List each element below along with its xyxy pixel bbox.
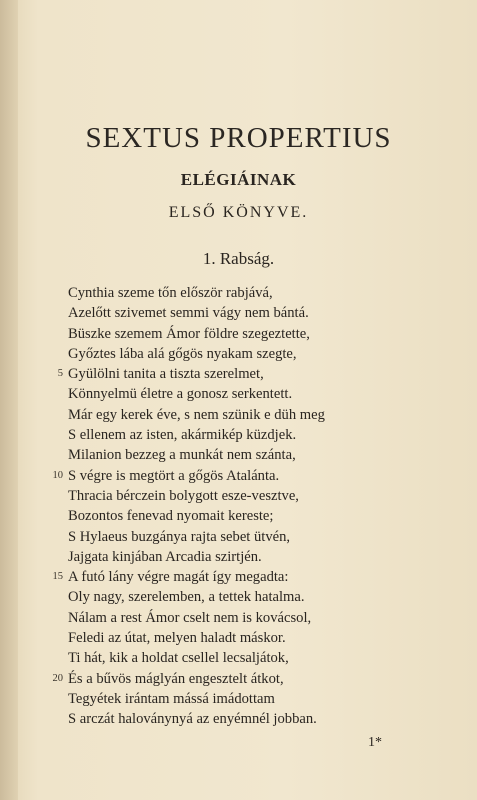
line-text: S Hylaeus buzgánya rajta sebet ütvén,	[68, 528, 291, 545]
poem-line	[68, 324, 388, 344]
line-text: Bozontos fenevad nyomait kereste;	[68, 508, 274, 525]
book-heading: ELSŐ KÖNYVE.	[168, 204, 309, 221]
line-text: S végre is megtört a gőgös Atalánta.	[68, 467, 280, 484]
line-text: A futó lány végre magát így megadta:	[68, 569, 289, 586]
line-number: 20	[52, 672, 63, 684]
poem-line	[68, 628, 388, 648]
line-number: 15	[52, 571, 63, 583]
poem-line	[68, 425, 388, 445]
line-text: Oly nagy, szerelemben, a tettek hatalma.	[68, 589, 305, 606]
poem-line	[68, 608, 388, 628]
line-text: És a bűvös máglyán engesztelt átkot,	[68, 670, 284, 687]
poem-line	[52, 466, 388, 486]
poem-line	[68, 587, 388, 607]
line-text: Jajgata kinjában Arcadia szirtjén.	[68, 548, 262, 565]
line-text: Tegyétek irántam mássá imádottam	[68, 690, 275, 707]
line-text: Cynthia szeme tőn először rabjává,	[68, 285, 273, 301]
line-text: Könnyelmü életre a gonosz serkentett.	[68, 386, 293, 403]
page-subtitle: ELÉGIÁINAK	[180, 170, 297, 189]
poem-line	[68, 709, 388, 729]
line-number: 5	[57, 368, 63, 380]
line-text: Gyülölni tanita a tiszta szerelmet,	[68, 366, 264, 383]
line-text: Feledi az útat, melyen haladt máskor.	[68, 630, 286, 647]
poem-line	[68, 283, 388, 303]
poem-line	[68, 547, 388, 567]
line-text: Thracia bérczein bolygott esze-vesztve,	[68, 487, 299, 504]
line-text: S arczát haloványnyá az enyémnél jobban.	[68, 711, 317, 728]
signature-mark: 1*	[368, 735, 382, 750]
poem-body	[52, 283, 388, 730]
poem-line	[52, 567, 388, 587]
poem-title: 1. Rabság.	[202, 249, 275, 268]
poem-line	[68, 445, 388, 465]
page-title: SEXTUS PROPERTIUS	[85, 122, 392, 154]
line-number: 10	[52, 469, 63, 481]
line-text: Ti hát, kik a holdat csellel lecsaljátok,	[68, 650, 289, 667]
poem-line	[68, 689, 388, 709]
poem-line	[68, 486, 388, 506]
page-gutter	[0, 0, 18, 800]
poem-line	[68, 506, 388, 526]
line-text: Győztes lába alá gőgös nyakam szegte,	[68, 345, 297, 362]
line-text: Azelőtt szivemet semmi vágy nem bántá.	[68, 305, 309, 322]
line-text: Büszke szemem Ámor földre szegeztette,	[68, 325, 310, 342]
poem-line	[68, 648, 388, 668]
poem-line	[57, 364, 388, 384]
poem-line	[68, 405, 388, 425]
line-text: S ellenem az isten, akármikép küzdjek.	[68, 427, 297, 444]
line-text: Nálam a rest Ámor cselt nem is kovácsol,	[68, 609, 312, 626]
line-text: Milanion bezzeg a munkát nem szánta,	[68, 447, 296, 464]
line-text: Már egy kerek éve, s nem szünik e düh meg	[68, 406, 325, 423]
poem-line	[68, 303, 388, 323]
poem-line	[68, 384, 388, 404]
poem-line	[52, 669, 388, 689]
poem-line	[68, 344, 388, 364]
poem-line	[68, 527, 388, 547]
